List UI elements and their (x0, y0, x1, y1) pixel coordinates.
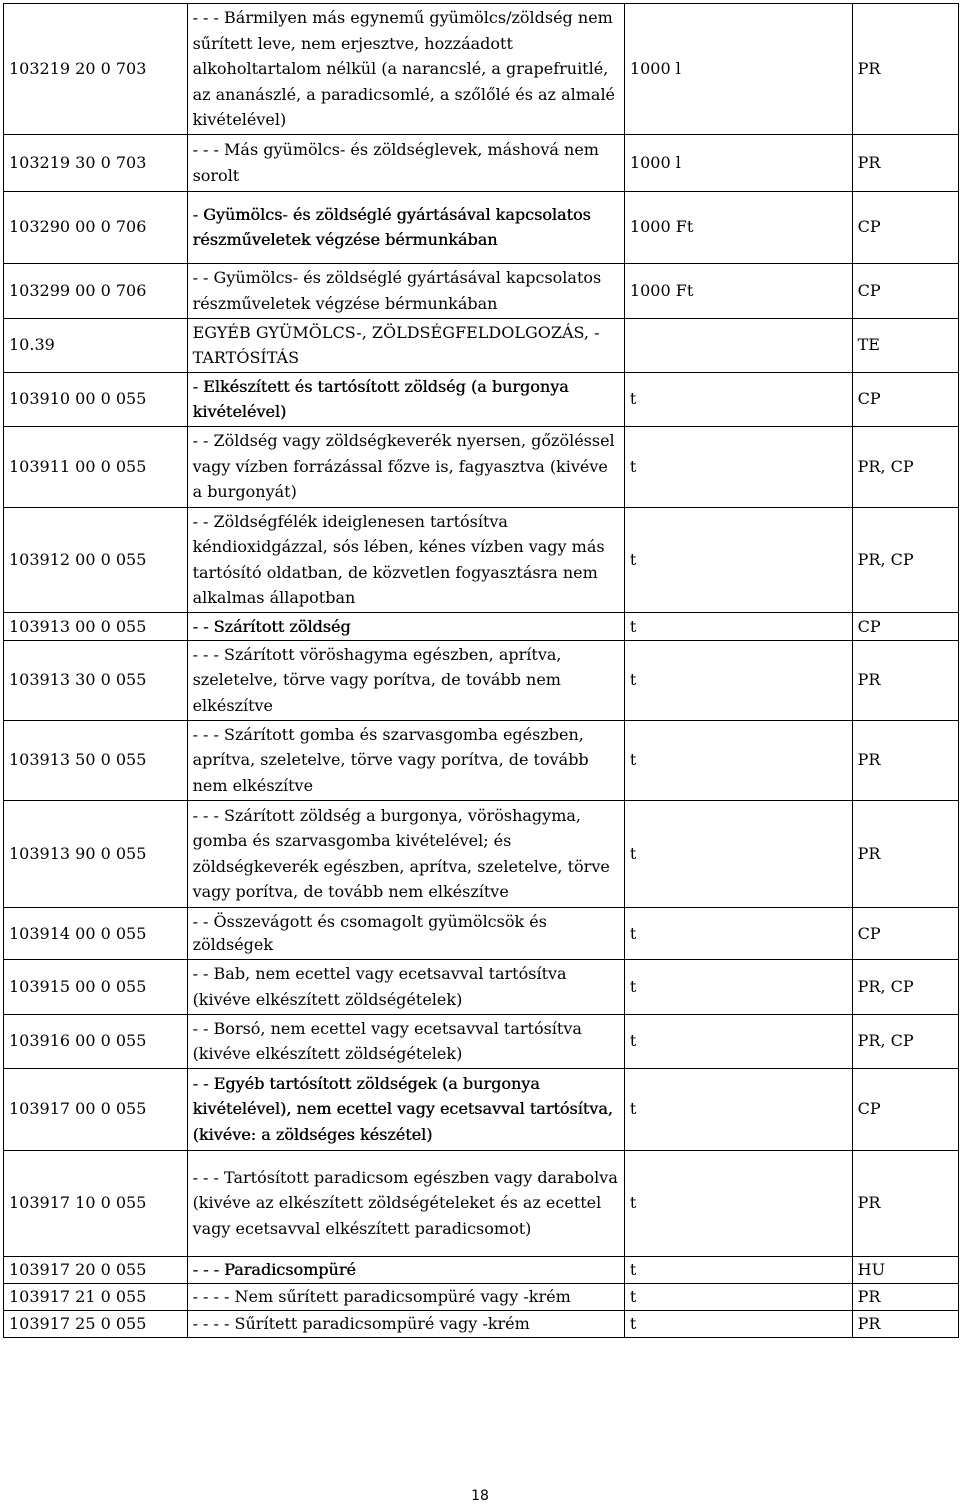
code-cell: 103917 00 0 055 (4, 1068, 188, 1150)
unit-cell: t (624, 1283, 852, 1310)
status-cell: CP (852, 263, 958, 318)
description-cell: - Gyümölcs- és zöldséglé gyártásával kapcsolatos részműveletek végzése bérmunkában (187, 191, 624, 263)
code-cell: 103913 90 0 055 (4, 800, 188, 907)
table-row (4, 1068, 959, 1150)
page-number: 18 (471, 1488, 489, 1504)
unit-cell: t (624, 907, 852, 959)
unit-cell: t (624, 1014, 852, 1068)
unit-cell: t (624, 1150, 852, 1256)
unit-cell (624, 318, 852, 372)
description-cell: EGYÉB GYÜMÖLCS-, ZÖLDSÉGFELDOLGOZÁS, -TARTÓSÍTÁS (187, 318, 624, 372)
unit-cell: t (624, 612, 852, 640)
table-row (4, 800, 959, 907)
status-cell: PR (852, 4, 958, 135)
status-cell: PR (852, 800, 958, 907)
unit-cell: t (624, 800, 852, 907)
table-row (4, 372, 959, 426)
table-row (4, 426, 959, 507)
status-cell: PR (852, 640, 958, 720)
table-row (4, 640, 959, 720)
description-cell: - Elkészített és tartósított zöldség (a burgonya kivételével) (187, 372, 624, 426)
description-cell: - - - Bármilyen más egynemű gyümölcs/zöldség nem sűrített leve, nem erjesztve, hozzáadott alkoholtartalom nélkül (a narancslé, a grapefruitlé, az ananászlé, a paradicsomlé, a szőlőlé és az almalé kivételével) (187, 4, 624, 135)
code-cell: 10.39 (4, 318, 188, 372)
code-cell: 103914 00 0 055 (4, 907, 188, 959)
code-cell: 103916 00 0 055 (4, 1014, 188, 1068)
status-cell: PR (852, 134, 958, 191)
status-cell: PR (852, 720, 958, 800)
description-cell: - - - Szárított vöröshagyma egészben, aprítva, szeletelve, törve vagy porítva, de tovább nem elkészítve (187, 640, 624, 720)
product-code-table (3, 3, 959, 1338)
unit-cell: t (624, 959, 852, 1014)
unit-cell: 1000 l (624, 134, 852, 191)
code-cell: 103913 00 0 055 (4, 612, 188, 640)
status-cell: CP (852, 612, 958, 640)
description-cell: - - Zöldségfélék ideiglenesen tartósítva kéndioxidgázzal, sós lében, kénes vízben vagy más tartósító oldatban, de közvetlen fogyasztásra nem alkalmas állapotban (187, 507, 624, 612)
table-row (4, 1310, 959, 1337)
code-cell: 103917 10 0 055 (4, 1150, 188, 1256)
status-cell: CP (852, 372, 958, 426)
status-cell: PR, CP (852, 959, 958, 1014)
code-cell: 103913 50 0 055 (4, 720, 188, 800)
table-row (4, 191, 959, 263)
code-cell: 103912 00 0 055 (4, 507, 188, 612)
unit-cell: t (624, 372, 852, 426)
description-cell: - - Összevágott és csomagolt gyümölcsök és zöldségek (187, 907, 624, 959)
description-cell: - - - Szárított zöldség a burgonya, vöröshagyma, gomba és szarvasgomba kivételével; és zöldségkeverék egészben, aprítva, szeletelve, törve vagy porítva, de tovább nem elkészítve (187, 800, 624, 907)
code-cell: 103219 30 0 703 (4, 134, 188, 191)
table-row (4, 959, 959, 1014)
code-cell: 103917 21 0 055 (4, 1283, 188, 1310)
code-cell: 103290 00 0 706 (4, 191, 188, 263)
code-cell: 103219 20 0 703 (4, 4, 188, 135)
code-cell: 103915 00 0 055 (4, 959, 188, 1014)
description-cell: - - Szárított zöldség (187, 612, 624, 640)
code-cell: 103917 20 0 055 (4, 1256, 188, 1283)
unit-cell: t (624, 507, 852, 612)
status-cell: CP (852, 1068, 958, 1150)
status-cell: PR (852, 1310, 958, 1337)
table-row (4, 263, 959, 318)
status-cell: PR (852, 1150, 958, 1256)
description-cell: - - Egyéb tartósított zöldségek (a burgonya kivételével), nem ecettel vagy ecetsavval tartósítva, (kivéve: a zöldséges készétel) (187, 1068, 624, 1150)
status-cell: CP (852, 191, 958, 263)
unit-cell: t (624, 640, 852, 720)
description-cell: - - Gyümölcs- és zöldséglé gyártásával kapcsolatos részműveletek végzése bérmunkában (187, 263, 624, 318)
status-cell: CP (852, 907, 958, 959)
description-cell: - - - Más gyümölcs- és zöldséglevek, máshová nem sorolt (187, 134, 624, 191)
description-cell: - - Zöldség vagy zöldségkeverék nyersen, gőzöléssel vagy vízben forrázással főzve is, fagyasztva (kivéve a burgonyát) (187, 426, 624, 507)
unit-cell: t (624, 720, 852, 800)
unit-cell: t (624, 1256, 852, 1283)
description-cell: - - - - Sűrített paradicsompüré vagy -krém (187, 1310, 624, 1337)
unit-cell: t (624, 1068, 852, 1150)
description-cell: - - - Paradicsompüré (187, 1256, 624, 1283)
table-row (4, 4, 959, 135)
table-row (4, 1014, 959, 1068)
code-cell: 103913 30 0 055 (4, 640, 188, 720)
code-cell: 103910 00 0 055 (4, 372, 188, 426)
unit-cell: t (624, 426, 852, 507)
table-row (4, 907, 959, 959)
table-row (4, 134, 959, 191)
table-row (4, 612, 959, 640)
status-cell: TE (852, 318, 958, 372)
status-cell: PR, CP (852, 1014, 958, 1068)
status-cell: PR (852, 1283, 958, 1310)
code-cell: 103917 25 0 055 (4, 1310, 188, 1337)
description-cell: - - Borsó, nem ecettel vagy ecetsavval tartósítva (kivéve elkészített zöldségételek) (187, 1014, 624, 1068)
unit-cell: 1000 Ft (624, 263, 852, 318)
table-row (4, 507, 959, 612)
table-row (4, 720, 959, 800)
table-row (4, 1256, 959, 1283)
unit-cell: 1000 Ft (624, 191, 852, 263)
code-cell: 103911 00 0 055 (4, 426, 188, 507)
description-cell: - - - Szárított gomba és szarvasgomba egészben, aprítva, szeletelve, törve vagy porítva, de tovább nem elkészítve (187, 720, 624, 800)
status-cell: PR, CP (852, 426, 958, 507)
description-cell: - - Bab, nem ecettel vagy ecetsavval tartósítva (kivéve elkészített zöldségételek) (187, 959, 624, 1014)
status-cell: PR, CP (852, 507, 958, 612)
unit-cell: t (624, 1310, 852, 1337)
description-cell: - - - Tartósított paradicsom egészben vagy darabolva (kivéve az elkészített zöldségételeket és az ecettel vagy ecetsavval elkészített paradicsomot) (187, 1150, 624, 1256)
unit-cell: 1000 l (624, 4, 852, 135)
table-row (4, 1283, 959, 1310)
table-row (4, 1150, 959, 1256)
code-cell: 103299 00 0 706 (4, 263, 188, 318)
status-cell: HU (852, 1256, 958, 1283)
table-row (4, 318, 959, 372)
description-cell: - - - - Nem sűrített paradicsompüré vagy -krém (187, 1283, 624, 1310)
